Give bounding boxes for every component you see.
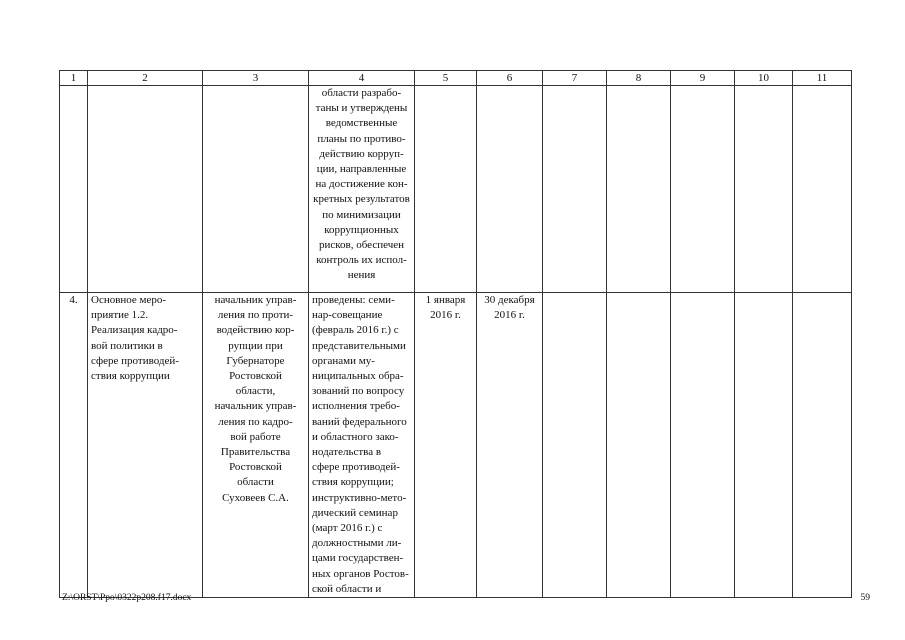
cell-empty [793, 293, 852, 598]
header-col-7: 7 [543, 71, 607, 86]
cell-empty [671, 86, 735, 293]
start-date-cell: 1 января 2016 г. [415, 293, 477, 598]
cell-empty [793, 86, 852, 293]
header-col-5: 5 [415, 71, 477, 86]
cell-empty [203, 86, 309, 293]
header-col-4: 4 [309, 71, 415, 86]
cell-empty [60, 86, 88, 293]
cell-empty [735, 293, 793, 598]
cell-empty [543, 86, 607, 293]
header-col-8: 8 [607, 71, 671, 86]
program-table [59, 70, 852, 598]
cell-empty [477, 86, 543, 293]
end-date-cell: 30 декабря 2016 г. [477, 293, 543, 598]
footer-page-number: 59 [860, 593, 870, 603]
header-col-9: 9 [671, 71, 735, 86]
row-number-cell: 4. [60, 293, 88, 598]
result-continuation-cell: области разрабо- таны и утверждены ведомственные планы по противо- действию корруп- ции, направленные на достижение кон- кретных результатов по минимизации коррупционных рисков, обеспечен контроль их испол- нения [309, 86, 415, 293]
responsible-cell: начальник управ- ления по проти- водействию кор- рупции при Губернаторе Ростовской области, начальник управ- ления по кадро- вой работе Правительства Ростовской области Суховеев С.А. [203, 293, 309, 598]
cell-empty [415, 86, 477, 293]
result-cell: проведены: семи- нар-совещание (февраль 2016 г.) с представительными органами му- ниципальных обра- зований по вопросу исполнения требо- ваний федерального и областного зако- нодательства в сфере противодей- ствия коррупции; инструктивно-мето- дический семинар (март 2016 г.) с должностными ли- цами государствен- ных органов Ростов- ской области и [309, 293, 415, 598]
header-col-11: 11 [793, 71, 852, 86]
cell-empty [607, 86, 671, 293]
table-row [60, 86, 852, 293]
header-col-6: 6 [477, 71, 543, 86]
table-row [60, 293, 852, 598]
event-name-cell: Основное меро- приятие 1.2. Реализация кадро- вой политики в сфере противодей- ствия коррупции [88, 293, 203, 598]
cell-empty [607, 293, 671, 598]
cell-empty [735, 86, 793, 293]
header-col-2: 2 [88, 71, 203, 86]
header-col-10: 10 [735, 71, 793, 86]
header-row [60, 71, 852, 86]
cell-empty [543, 293, 607, 598]
cell-empty [671, 293, 735, 598]
header-col-3: 3 [203, 71, 309, 86]
cell-empty [88, 86, 203, 293]
header-col-1: 1 [60, 71, 88, 86]
footer-file-path: Z:\ORST\Ppo\0322p208.f17.docx [62, 593, 192, 603]
